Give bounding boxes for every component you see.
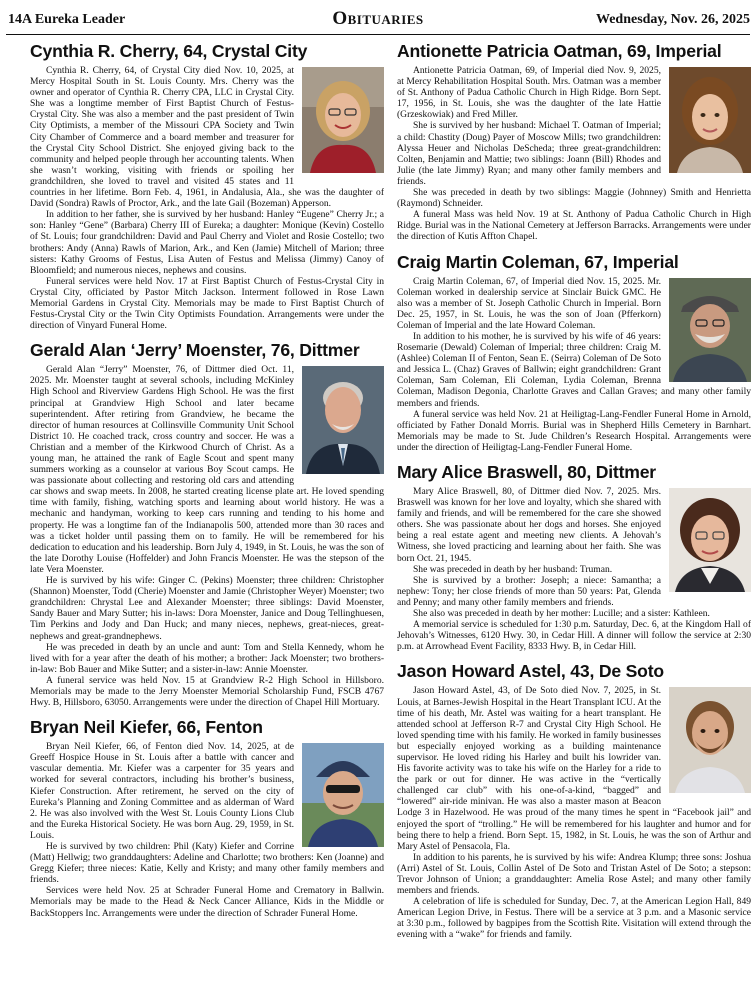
portrait-image — [302, 366, 384, 474]
obituary-body — [397, 685, 751, 940]
left-column — [30, 40, 384, 980]
obituary-oatman — [397, 40, 751, 243]
obituary-heading: Antionette Patricia Oatman, 69, Imperial — [397, 41, 722, 61]
paragraph: Cynthia R. Cherry, 64, of Crystal City died Nov. 10, 2025, at Mercy Hospital South in St. Louis County. Mrs. Cherry was the owner and operator of Cynthia R. Cherry CPA, LLC in Crystal City. She was a longtime member of First Baptist Church of Festus-Crystal City. She was also a member and the past president of Twin City Optimists, a member of the Missouri CPA Society and Twin City Chamber of Commerce and a board member and treasurer for the Crystal City School District. She enjoyed giving back to the community and helped people through her accounting talents. When she wasn’t working, visiting with friends or spoiling her grandchildren, she loved to travel and visited 45 states and 11 countries in her lifetime. Born Feb. 4, 1961, in Andalusia, Ala., she was the daughter of David (Sondra) Rawls of Proctor, Ark., and the late Gail (Bozeman) Apperson. — [30, 65, 384, 210]
paragraph: She is survived by her husband: Michael T. Oatman of Imperial; a child: Chastity (Doug) Payer of Moscow Mills; two grandchildren: Alyssa Heuer and Nicholas DeScheda; three great-grandchildren: Colten, Benjamin and Mattie; two siblings: Joann (Bill) Rhodes and Julie (the late Jimmy) Ryan; and many other family members and friends. — [397, 120, 661, 187]
obituary-body — [30, 65, 384, 331]
portrait-photo — [302, 366, 384, 474]
obituary-heading: Cynthia R. Cherry, 64, Crystal City — [30, 41, 308, 61]
obituary-braswell — [397, 461, 751, 652]
obituary-body — [397, 65, 751, 243]
paragraph: In addition to his parents, he is survived by his wife: Andrea Klump; three sons: Joshua (Arri) Astel of St. Louis, Collin Astel of De Soto and Tristan Astel of De Soto; a stepson: Trevor Johnson of Union; a granddaughter: Amelia Rose Astel; and many other family members and friends. — [397, 851, 751, 897]
paragraph: He was preceded in death by an uncle and aunt: Tom and Stella Kennedy, whom he lived with for a year after the death of his mother; a brother: Jack Moenster; two brothers-in-law: Bob Bauer and Mike Sutter; and a sister-in-law: Annie Moenster. — [30, 641, 384, 675]
paragraph: In addition to her father, she is survived by her husband: Hanley “Eugene” Cherry Jr.; a son: Hanley “Gene” (Barbara) Cherry III of Eureka; a daughter: Monique (Kevin) Costello of St. Louis; four grandchildren: David and Paul Cherry and Violet and Rosie Costello; two brothers: Andy (Anna) Rawls of Marion, Ark., and Ken (Jamie) Mitchell of Marion; three sisters: Kathy Grooms of Festus, Lisa Auten of Festus and Melissa (Jimmy) Canoy of Bloomfield; and numerous nieces, nephews and cousins. — [30, 209, 384, 276]
obituary-body — [30, 741, 384, 919]
obituary-body — [397, 486, 751, 652]
obituary-heading: Bryan Neil Kiefer, 66, Fenton — [30, 717, 263, 738]
paragraph: She is survived by a brother: Joseph; a niece: Samantha; a nephew: Tony; her close friends of more than 50 years: Pat, Glenda and Penny; and many other family members and friends. — [397, 574, 661, 608]
portrait-photo — [669, 687, 751, 793]
paragraph: In addition to his mother, he is survived by his wife of 46 years: Rosemarie (Dewald) Coleman of Imperial; three children: Craig M. (Ashlee) Coleman II of Fenton, Sean E. (Seirra) Coleman of De Soto and Jessica L. (Chaz) Graves of Ballwin; eight grandchildren: Grant Coleman, Sam Coleman, Eli Coleman, Lydia Coleman, Brenna Coleman, Madison Degonia, Charlotte Graves and Callan Graves; and many other family members and friends. — [397, 330, 751, 409]
portrait-image — [669, 67, 751, 173]
obituary-heading: Gerald Alan ‘Jerry’ Moenster, 76, Dittmer — [30, 340, 360, 361]
portrait-photo — [302, 67, 384, 173]
obituary-cherry — [30, 40, 384, 331]
portrait-photo — [669, 67, 751, 173]
paragraph: Jason Howard Astel, 43, of De Soto died Nov. 7, 2025, in St. Louis, at Barnes-Jewish Hospital in the Heart Transplant ICU. At the time of his death, Mr. Astel was waiting for a heart transplant. He attended school at Jefferson R-7 and Crystal City High School. He loved spending time with his family. He worked in family businesses but especially enjoyed working as a building maintenance supervisor. He loved riding his Harley and built his lowrider van. His favorite activity was to take his wife on the Harley for a ride to the park or out for dinner. He was active in the “vertically challenged car club” with his one-of-a-kind, “bagged” and “lowered” air-ride minivan. He was also a master mason at Beacon Lodge 3 in Hazelwood. He was proud of the many times he spent in “Facebook jail” and enjoyed the sport of “trolling.” He will be remembered for his laughter and humor and for being there to help a friend. Born Sept. 15, 1982, in St. Louis, he was the son of Arthur and Mary Astel of Pensacola, Fla. — [397, 685, 751, 852]
section-title: Obituaries — [332, 8, 424, 29]
obituary-heading: Mary Alice Braswell, 80, Dittmer — [397, 462, 656, 482]
page-folio: 14A Eureka Leader — [8, 12, 126, 27]
paragraph: Bryan Neil Kiefer, 66, of Fenton died Nov. 14, 2025, at de Greeff Hospice House in St. Louis after a battle with cancer and vascular dementia. Mr. Kiefer was a carpenter for 35 years and worked for several contractors, including his brother’s business, Kiefer Construction. After retirement, he served on the city of Eureka’s Planning and Zoning Committee and as alderman of Ward 2. He was also involved with the West St. Louis County Lions Club and the Eureka Historical Society. He was born Aug. 29, 1959, in St. Louis. — [30, 741, 294, 841]
obituary-body — [30, 364, 384, 708]
obituary-heading: Craig Martin Coleman, 67, Imperial — [397, 251, 679, 272]
portrait-photo — [669, 488, 751, 592]
paragraph: He is survived by his wife: Ginger C. (Pekins) Moenster; three children: Christopher (Shannon) Moenster, Todd (Cherie) Moenster and Jamie (Christopher Weyer) Moenster; two grandchildren: Chrystal Lee and Alexander Moenster; three siblings: David Moenster, Sandy Bauer and Mary Sutter; his in-laws: Dora Moenster, Janice and Doug Tellinghuesen, Tim Perkins and Jody and Dan Huck; and many nieces, nephews, great-nieces, great-nephews and great-grandnephews. — [30, 575, 384, 642]
portrait-image — [302, 67, 384, 173]
paragraph: A celebration of life is scheduled for Sunday, Dec. 7, at the American Legion Hall, 849 American Legion Drive, in Festus. There will be a service at 3 p.m. and a Masonic service at 3:30 p.m., followed by bagpipes from the Scottish Rite. Visitation will extend through the evening with a “wake” for friends and family. — [397, 896, 751, 941]
paragraph: Funeral services were held Nov. 17 at First Baptist Church of Festus-Crystal City in Crystal City, officiated by Pastor Mitch Jackson. Interment followed in Rose Lawn Memorial Gardens in Crystal City. Memorials may be made to First Baptist Church of Festus-Crystal City or the Twin City Optimists Foundation. Arrangements were under the direction of Vinyard Funeral Home. — [30, 275, 384, 332]
paragraph: Craig Martin Coleman, 67, of Imperial died Nov. 15, 2025. Mr. Coleman worked in dealership service at Sinclair Buick GMC. He also was a member of St. Joseph Catholic Church in Imperial. Born Dec. 25, 1957, in St. Louis, he was the son of Joan (Pfferkorn) Coleman of Imperial and the late Howard Coleman. — [397, 275, 661, 331]
paragraph: A funeral service was held Nov. 21 at Heiligtag-Lang-Fendler Funeral Home in Arnold, officiated by Father Donald Morris. Burial was in Shepherd Hills Cemetery in Barnhart. Memorials may be made to St. Jude Children’s Research Hospital. Arrangements were under the direction of Heiligtag-Lang-Fendler Funeral Home. — [397, 408, 751, 453]
paragraph: Antionette Patricia Oatman, 69, of Imperial died Nov. 9, 2025, at Mercy Rehabilitation Hospital South. Mrs. Oatman was a member of St. Anthony of Padua Catholic Church in High Ridge. Born Sept. 17, 1956, in St. Louis, she was the daughter of the late Hattie (Grzeskowiak) and Fred Miller. — [397, 65, 661, 121]
portrait-image — [669, 687, 751, 793]
obituary-moenster — [30, 339, 384, 708]
paragraph: She was preceded in death by two siblings: Maggie (Johnney) Smith and Henrietta (Raymond) Schneider. — [397, 187, 751, 210]
portrait-image — [669, 278, 751, 382]
portrait-photo — [302, 743, 384, 847]
paragraph: A funeral service was held Nov. 15 at Grandview R-2 High School in Hillsboro. Memorials may be made to the Jerry Moenster Memorial Scholarship Fund, FSCB 4767 Hwy. B, Hillsboro, 63050. Arrangements were under the direction of Chapel Hill Mortuary. — [30, 674, 384, 709]
paragraph: A funeral Mass was held Nov. 19 at St. Anthony of Padua Catholic Church in High Ridge. Burial was in the National Cemetery at Jefferson Barracks. Arrangements were under the direction of Kutis Affton Chapel. — [397, 209, 751, 243]
paragraph: A memorial service is scheduled for 1:30 p.m. Saturday, Dec. 6, at the Kingdom Hall of Jehovah’s Witnesses, 6120 Hwy. 30, in Cedar Hill. A dinner will follow the service at 2:30 p.m. at Arrowhead Event Facility, 8333 Hwy. B, in Cedar Hill. — [397, 619, 751, 653]
issue-date: Wednesday, Nov. 26, 2025 — [595, 12, 750, 27]
obituary-astel — [397, 660, 751, 940]
paragraph: Services were held Nov. 25 at Schrader Funeral Home and Crematory in Ballwin. Memorials may be made to the Head & Neck Cancer Alliance, Kids in the Middle or BackStoppers Inc. Arrangements were under the direction of Schrader Funeral Home. — [30, 885, 384, 919]
portrait-image — [302, 743, 384, 847]
masthead-rule — [6, 34, 750, 35]
portrait-photo — [669, 278, 751, 382]
portrait-image — [669, 488, 751, 592]
paragraph: Mary Alice Braswell, 80, of Dittmer died Nov. 7, 2025. Mrs. Braswell was known for her love and loyalty, which she shared with family and friends, and will be remembered for the care she showed others. She was passionate about her dogs and horses. She enjoyed being a real estate agent and meeting new clients. A Jehovah’s Witness, she loved practicing and learning about her faith. She was born Oct. 21, 1945. — [397, 486, 661, 564]
paragraph: He is survived by two children: Phil (Katy) Kiefer and Corrine (Matt) Hellwig; two granddaughters: Adeline and Charlotte; two brothers: Ken (Joanne) and Gregg Kiefer; three nieces: Katie, Kelly and Kristy; and many other family members and friends. — [30, 841, 384, 886]
masthead — [0, 0, 756, 34]
paragraph: She also was preceded in death by her mother: Lucille; and a sister: Kathleen. — [413, 608, 710, 620]
right-column — [397, 40, 751, 980]
paragraph: Gerald Alan “Jerry” Moenster, 76, of Dittmer died Oct. 11, 2025. Mr. Moenster taught at several schools, including McKinley High School and Riverview Gardens High School. He was the first principal at Grandview High School and later became superintendent. After retiring from Grandview, he became the director of human resources at Collinsville Community Unit School District 10. He coached track, cross country and soccer. He was a Christian and a member of the Kirkwood Church of Christ. As a young man, he attained the rank of Eagle Scout and spent many summers working as a counselor at various Boy Scout camps. He was passionate about collecting and restoring old cars and attending car shows and swap meets. In 2008, he started creating license plate art. He loved spending time with family, fishing, watching sports and learning about world history. He was a mechanic and handyman, working to keep cars running and tending to his home and property. He was a longtime fan of the Indianapolis 500, attended more than 30 races and was a ticket holder until passing them on to family. He will be remembered for his dedication to education and his leadership. Born July 4, 1949, in St. Louis, he was the son of the late Dorothy Louise (Hoffelder) and John Francis Moenster. He was the stepson of the late Vera Moenster. — [30, 364, 384, 575]
obituary-heading: Jason Howard Astel, 43, De Soto — [397, 661, 664, 682]
obituary-coleman — [397, 251, 751, 454]
obituary-kiefer — [30, 716, 384, 919]
obituary-body — [397, 276, 751, 454]
paragraph: She was preceded in death by her husband: Truman. — [413, 563, 613, 575]
